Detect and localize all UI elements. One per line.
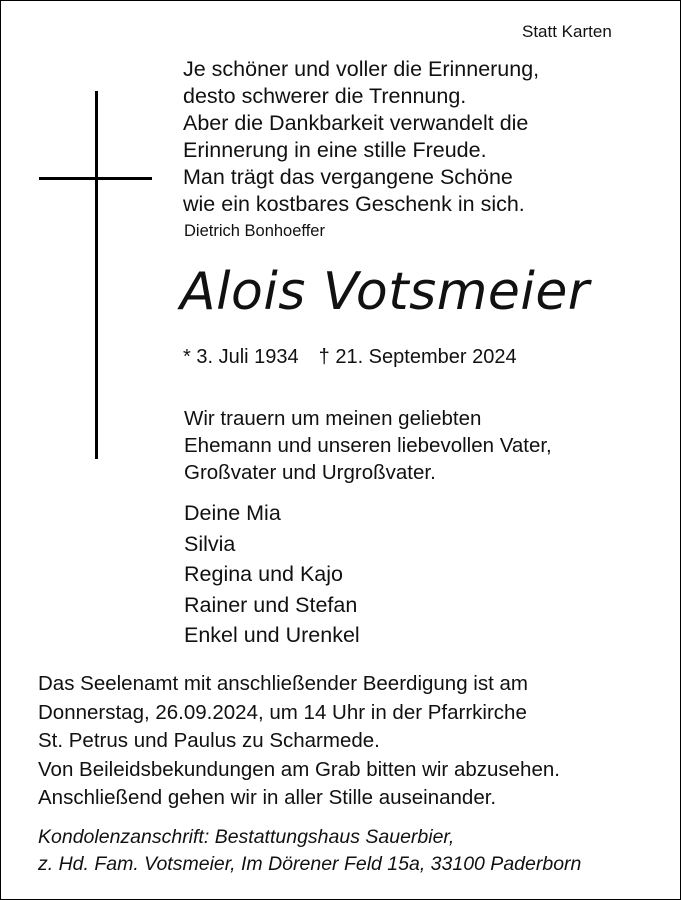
poem-line: Je schöner und voller die Erinnerung, bbox=[183, 57, 540, 81]
family-member: Deine Mia bbox=[184, 501, 281, 525]
poem-line: desto schwerer die Trennung. bbox=[183, 84, 467, 108]
mourning-line: Wir trauern um meinen geliebten bbox=[184, 407, 482, 430]
poem bbox=[183, 56, 539, 218]
cross-icon-vertical bbox=[95, 91, 98, 459]
birth-date: * 3. Juli 1934 bbox=[183, 346, 299, 368]
life-dates bbox=[183, 346, 517, 369]
death-date: † 21. September 2024 bbox=[318, 346, 517, 368]
poem-line: Man trägt das vergangene Schöne bbox=[183, 165, 513, 189]
family-member: Silvia bbox=[184, 531, 236, 556]
poem-author: Dietrich Bonhoeffer bbox=[184, 222, 325, 240]
service-info bbox=[38, 670, 560, 813]
service-line: Donnerstag, 26.09.2024, um 14 Uhr in der Pfarrkirche bbox=[38, 700, 527, 724]
service-line: Von Beileidsbekundungen am Grab bitten wir abzusehen. bbox=[38, 757, 560, 781]
mourning-line: Ehemann und unseren liebevollen Vater, bbox=[184, 434, 552, 457]
deceased-name: Alois Votsmeier bbox=[180, 262, 590, 322]
mourning-line: Großvater und Urgroßvater. bbox=[184, 461, 436, 484]
mourning-text bbox=[184, 405, 552, 486]
family-member: Rainer und Stefan bbox=[184, 592, 358, 617]
statt-karten-label: Statt Karten bbox=[522, 22, 612, 41]
poem-line: Erinnerung in eine stille Freude. bbox=[183, 138, 487, 162]
family-member: Regina und Kajo bbox=[184, 562, 343, 586]
service-line: Anschließend gehen wir in aller Stille auseinander. bbox=[38, 786, 497, 809]
contact-line: z. Hd. Fam. Votsmeier, Im Dörener Feld 15a, 33100 Paderborn bbox=[38, 853, 582, 875]
cross-icon-horizontal bbox=[39, 177, 152, 180]
contact-line: Kondolenzanschrift: Bestattungshaus Sauerbier, bbox=[38, 826, 455, 848]
service-line: Das Seelenamt mit anschließender Beerdigung ist am bbox=[38, 672, 528, 695]
family-list bbox=[184, 498, 360, 651]
poem-line: Aber die Dankbarkeit verwandelt die bbox=[183, 111, 529, 135]
family-member: Enkel und Urenkel bbox=[184, 623, 360, 647]
poem-line: wie ein kostbares Geschenk in sich. bbox=[183, 192, 525, 216]
service-line: St. Petrus und Paulus zu Scharmede. bbox=[38, 729, 380, 752]
condolence-address bbox=[38, 824, 581, 878]
